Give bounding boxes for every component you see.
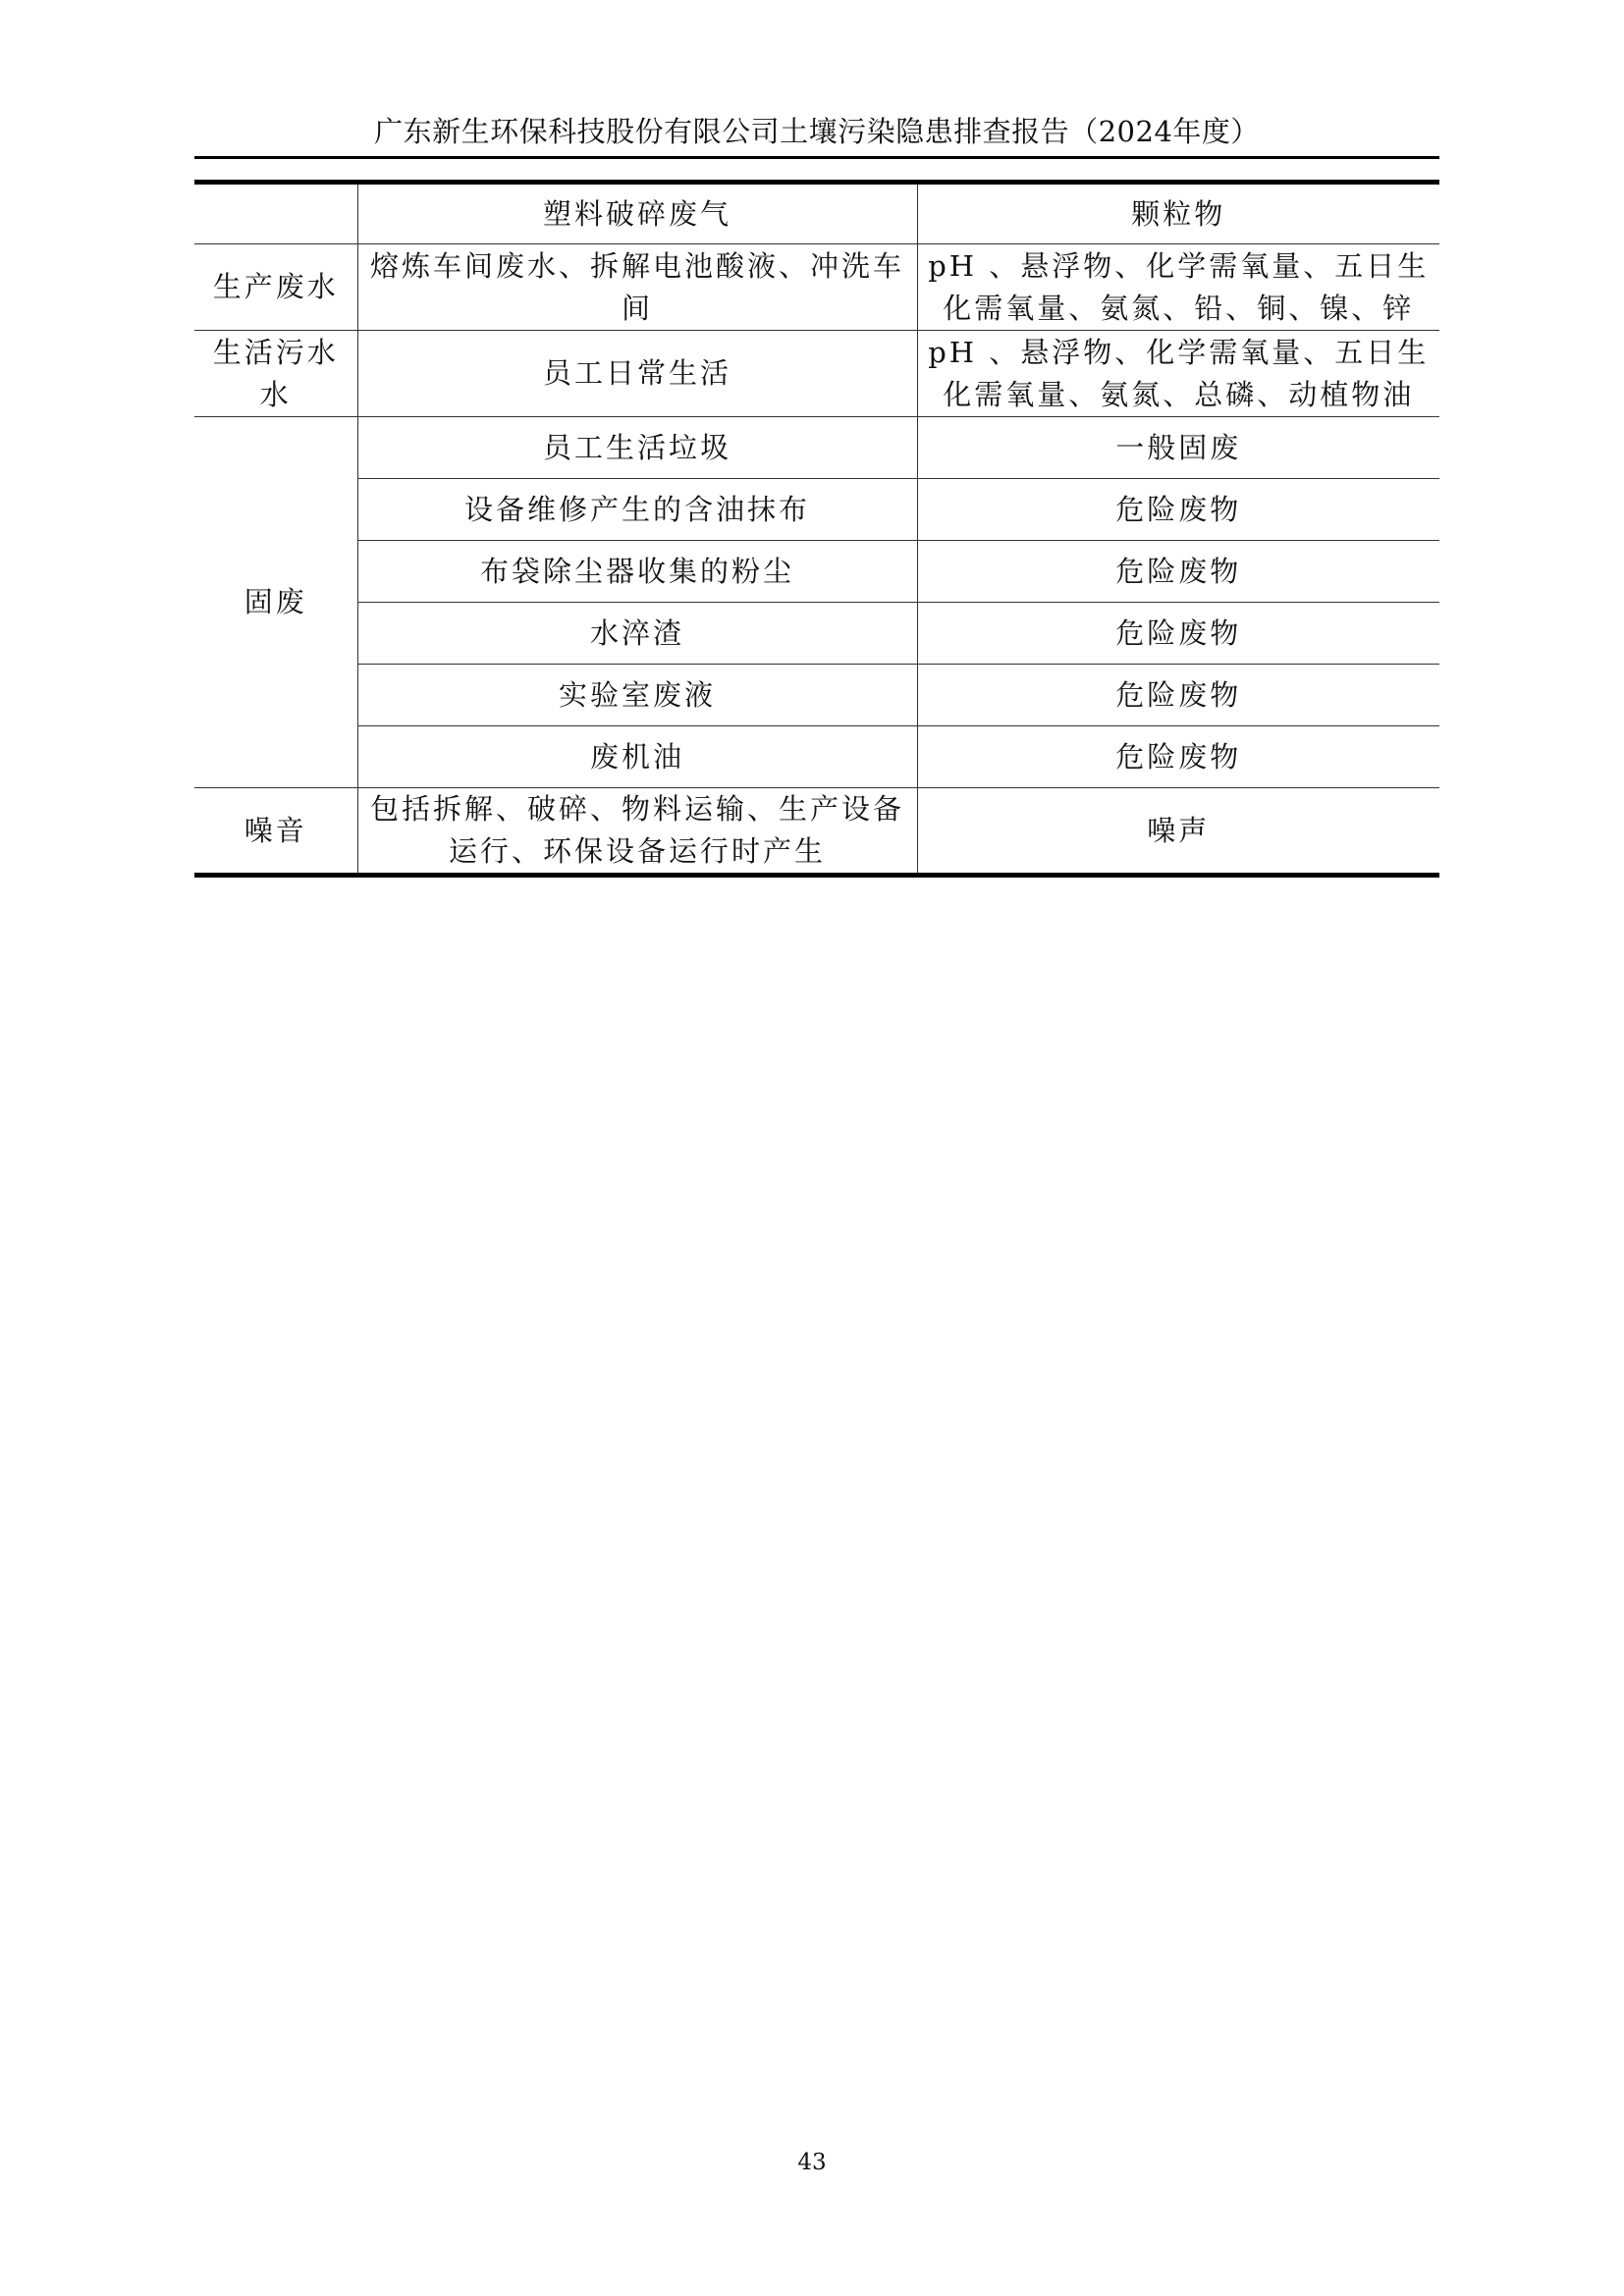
table-row xyxy=(194,331,1439,417)
page-number: 43 xyxy=(797,2150,827,2175)
category-cell: 生产废水 xyxy=(194,244,357,331)
pollutant-cell: 一般固废 xyxy=(917,417,1439,479)
table-row xyxy=(194,726,1439,788)
pollutant-cell: 噪声 xyxy=(917,788,1439,876)
table-row xyxy=(194,479,1439,541)
source-cell: 员工日常生活 xyxy=(357,331,917,417)
pollutant-cell: 危险废物 xyxy=(917,541,1439,603)
source-cell: 员工生活垃圾 xyxy=(357,417,917,479)
table-row xyxy=(194,417,1439,479)
pollutant-table xyxy=(194,180,1439,878)
pollutant-cell: pH 、悬浮物、化学需氧量、五日生化需氧量、氨氮、总磷、动植物油 xyxy=(917,331,1439,417)
pollutant-cell: pH 、悬浮物、化学需氧量、五日生化需氧量、氨氮、铅、铜、镍、锌 xyxy=(917,244,1439,331)
header-rule xyxy=(194,156,1439,159)
source-cell: 包括拆解、破碎、物料运输、生产设备运行、环保设备运行时产生 xyxy=(357,788,917,876)
source-cell: 设备维修产生的含油抹布 xyxy=(357,479,917,541)
pollutant-cell: 颗粒物 xyxy=(917,183,1439,244)
source-cell: 熔炼车间废水、拆解电池酸液、冲洗车间 xyxy=(357,244,917,331)
category-cell: 固废 xyxy=(194,417,357,788)
source-cell: 布袋除尘器收集的粉尘 xyxy=(357,541,917,603)
pollutant-cell: 危险废物 xyxy=(917,726,1439,788)
table-row xyxy=(194,788,1439,876)
category-cell: 噪音 xyxy=(194,788,357,876)
category-cell xyxy=(194,183,357,244)
pollutant-cell: 危险废物 xyxy=(917,479,1439,541)
pollutant-cell: 危险废物 xyxy=(917,665,1439,726)
source-cell: 实验室废液 xyxy=(357,665,917,726)
table-row xyxy=(194,183,1439,244)
category-cell: 生活污水水 xyxy=(194,331,357,417)
table-row xyxy=(194,244,1439,331)
source-cell: 废机油 xyxy=(357,726,917,788)
pollutant-cell: 危险废物 xyxy=(917,603,1439,665)
table-row xyxy=(194,541,1439,603)
source-cell: 塑料破碎废气 xyxy=(357,183,917,244)
source-cell: 水淬渣 xyxy=(357,603,917,665)
page-header-title: 广东新生环保科技股份有限公司土壤污染隐患排查报告（2024年度） xyxy=(374,115,1260,148)
table-row xyxy=(194,603,1439,665)
table-row xyxy=(194,665,1439,726)
